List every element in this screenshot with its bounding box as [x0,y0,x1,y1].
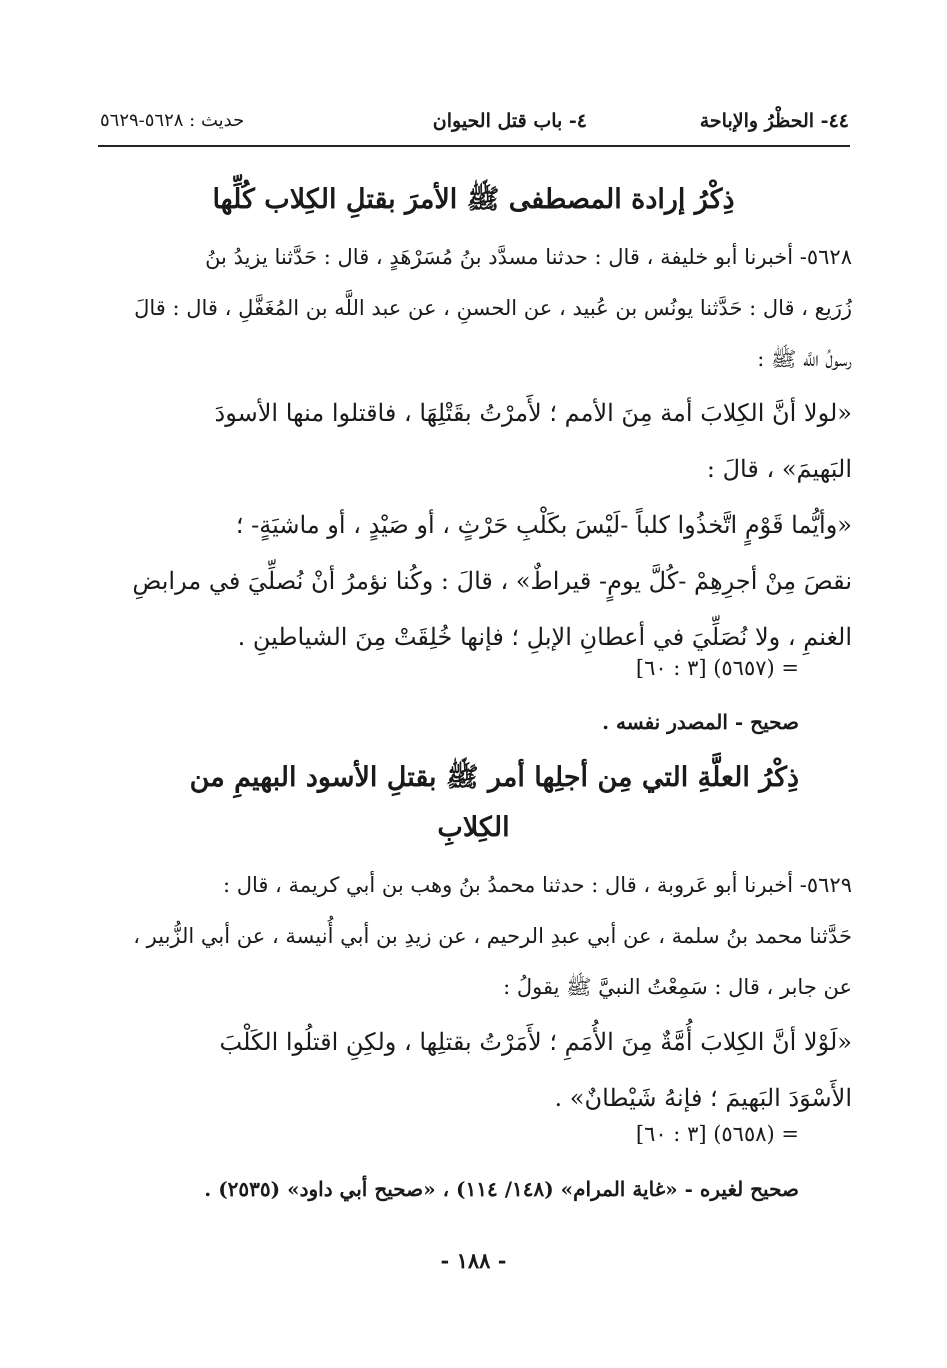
header-hadith-range: حديث : ٥٦٢٨-٥٦٢٩ [100,110,245,131]
isnad-line: ٥٦٢٩- أخبرنا أبو عَروبة ، قال : حدثنا محمدُ بنُ وهب بن أبي كريمة ، قال : [222,873,852,897]
matn-line: «لولا أنَّ الكِلابَ أمة مِنَ الأمم ؛ لأَمرْتُ بقَتْلِهَا ، فاقتلوا منها الأسودَ [214,399,852,427]
hadith-5629-isnad [92,860,852,1013]
hadith-5628-isnad [92,232,852,385]
cross-reference: = (٥٦٥٧) [٣ : ٦٠] [635,656,799,680]
matn-line: البَهيمَ» ، قالَ : [706,455,852,483]
cross-reference: = (٥٦٥٨) [٣ : ٦٠] [635,1122,799,1146]
matn-line: الغنمِ ، ولا نُصَلِّيَ في أعطانِ الإبلِ ؛ فإنها خُلِقَتْ مِنَ الشياطينِ . [237,623,852,651]
header-rule [98,145,850,147]
matn-line: نقصَ مِنْ أجرِهِمْ -كُلَّ يومٍ- قيراطٌ» ، قالَ : وكُنا نؤمرُ أنْ نُصلِّيَ في مرابضِ [132,567,852,595]
section-heading-1: ذِكْرُ إرادة المصطفى ﷺ الأمرَ بقتلِ الكِلاب كُلِّها [212,184,735,215]
hadith-grade: صحيح - المصدر نفسه . [602,710,799,734]
isnad-line: حَدَّثنا محمد بنُ سلمة ، عن أبي عبدِ الرحيم ، عن زيدِ بن أبي أُنيسة ، عن أبي الزُّبير ، [133,924,852,948]
isnad-line: عن جابر ، قال : سَمِعْتُ النبيَّ ﷺ يقولُ : [503,975,852,999]
hadith-5629-matn [92,1014,852,1126]
isnad-line: زُرَيع ، قال : حَدَّثنا يونُس بن عُبيد ، عن الحسنِ ، عن عبد اللَّه بن المُغَفَّلِ ، قال : قالَ [134,296,852,320]
header-book-title: ٤٤- الحظْرُ والإباحة [699,110,849,132]
matn-line: الأَسْوَدَ البَهيمَ ؛ فإنهُ شَيْطانٌ» . [554,1084,852,1112]
page-number: - ١٨٨ - [440,1248,507,1273]
section-heading-2-continued: الكِلابِ [437,812,510,843]
isnad-line: رسولُ اللَّه ﷺ : [757,347,852,371]
section-heading-2: ذِكْرُ العلَّةِ التي مِن أجلِها أمر ﷺ بقتلِ الأسود البهيمِ من [189,762,799,793]
hadith-5628-matn [92,385,852,665]
hadith-grade: صحيح لغيره - «غاية المرام» (١٤٨/ ١١٤) ، «صحيح أبي داود» (٢٥٣٥) . [204,1177,799,1201]
matn-line: «وأيُّما قَوْمٍ اتَّخذُوا كلباً -لَيْسَ بكَلْبِ حَرْثٍ ، أو صَيْدٍ ، أو ماشيَةٍ- ؛ [235,511,852,539]
matn-line: «لَوْلا أنَّ الكِلابَ أُمَّةٌ مِنَ الأُمَمِ ؛ لأَمَرْتُ بقتلِها ، ولكِنِ اقتلُوا الكَلْبَ [219,1028,852,1056]
header-chapter-title: ٤- باب قتل الحيوان [432,110,587,132]
isnad-line: ٥٦٢٨- أخبرنا أبو خليفة ، قال : حدثنا مسدَّد بنُ مُسَرْهَدٍ ، قال : حَدَّثنا يزيدُ بنُ [205,245,852,269]
